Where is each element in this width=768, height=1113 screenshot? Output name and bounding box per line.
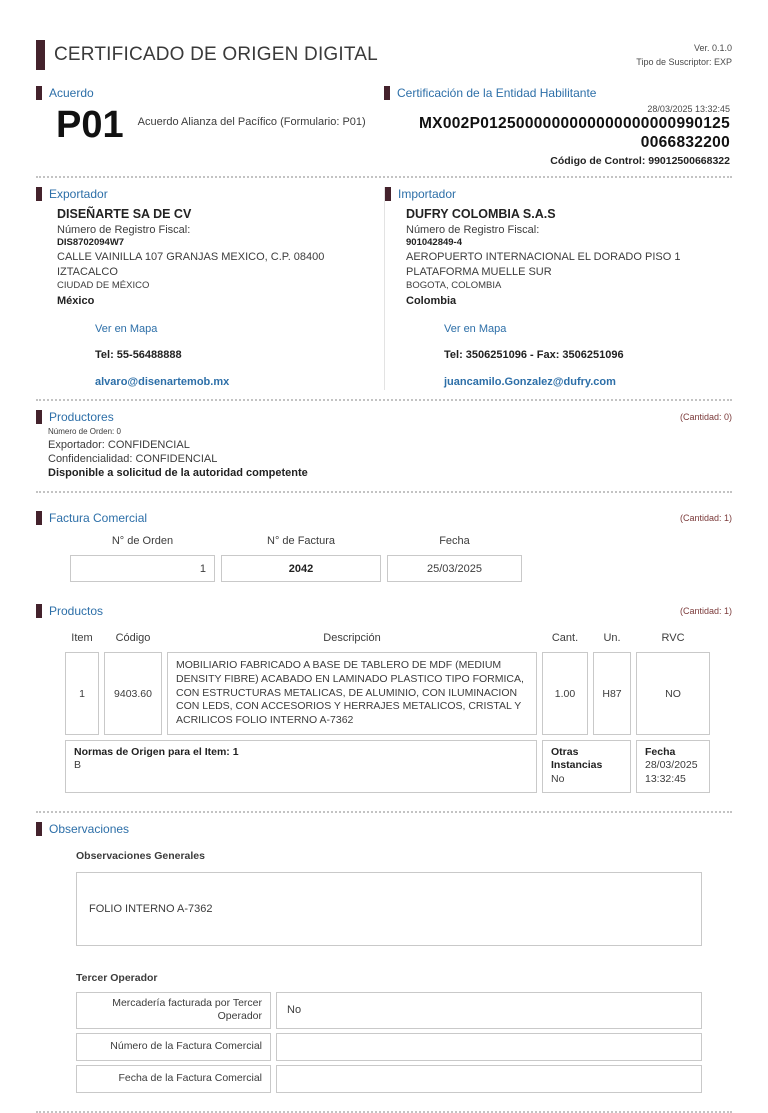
exportador-city: CIUDAD DE MÉXICO <box>57 279 150 291</box>
normas-origen-label: Normas de Origen para el Item: 1 <box>74 745 239 758</box>
productos-header-codigo: Código <box>115 632 151 645</box>
exportador-country: México <box>57 294 95 307</box>
tercer-row-numero-value <box>276 1033 702 1061</box>
tercer-row-fecha-label: Fecha de la Factura Comercial <box>76 1065 271 1093</box>
exportador-phone: Tel: 55-56488888 <box>95 349 182 362</box>
productos-section <box>36 604 732 792</box>
producto-descripcion-cell: MOBILIARIO FABRICADO A BASE DE TABLERO DE MDF (MEDIUM DENSITY FIBRE) ACABADO EN LAMINADO PLASTICO TIPO FORMICA, CON ESTRUCTURAS METALICAS, DE ALUMINIO, CON ILUMINACION CON LEDS, CON ACCESORIOS Y HERRAJES METALICOS, CRISTAL Y ACRILICOS FOLIO INTERNO A-7362 <box>167 652 537 734</box>
acuerdo-section <box>36 86 384 167</box>
productores-count-badge: (Cantidad: 0) <box>679 412 732 423</box>
normas-row <box>65 740 710 793</box>
productores-disponible-line: Disponible a solicitud de la autoridad competente <box>48 467 308 480</box>
tercer-row-fecha-value <box>276 1065 702 1093</box>
normas-fecha-date: 28/03/2025 <box>645 759 698 772</box>
normas-origen-cell <box>65 740 537 793</box>
version-label: Ver. 0.1.0 <box>693 43 732 53</box>
producto-codigo-cell: 9403.60 <box>104 652 162 734</box>
productores-section-title: Productores <box>49 410 114 425</box>
tercer-row-mercaderia-label: Mercadería facturada por Tercer Operador <box>76 992 271 1029</box>
otras-instancias-label: Otras <box>551 745 579 758</box>
factura-header-numero: N° de Factura <box>267 535 335 548</box>
factura-section <box>36 511 732 582</box>
factura-row <box>70 555 732 582</box>
certification-timestamp: 28/03/2025 13:32:45 <box>647 104 730 114</box>
productos-header-item: Item <box>71 632 93 645</box>
exportador-email-link[interactable]: alvaro@disenartemob.mx <box>95 376 230 389</box>
factura-header-orden: N° de Orden <box>111 535 174 548</box>
productores-orden: Número de Orden: 0 <box>48 427 121 437</box>
observaciones-generales-box: FOLIO INTERNO A-7362 <box>76 872 702 946</box>
document-meta <box>636 40 732 69</box>
section-accent-bar <box>36 187 42 201</box>
section-accent-bar <box>36 86 42 100</box>
document-header <box>36 40 732 70</box>
importador-phone: Tel: 3506251096 - Fax: 3506251096 <box>444 349 624 362</box>
observaciones-section <box>36 822 732 1093</box>
productos-count-badge: (Cantidad: 1) <box>679 606 732 617</box>
importador-section <box>384 187 732 390</box>
otras-instancias-label2: Instancias <box>551 759 603 772</box>
factura-table <box>70 535 732 582</box>
exportador-section-title: Exportador <box>49 186 108 201</box>
productos-header-descripcion: Descripción <box>323 632 381 645</box>
factura-numero-cell: 2042 <box>221 555 381 582</box>
productos-header-rvc: RVC <box>661 632 685 645</box>
dotted-separator <box>36 811 732 813</box>
factura-orden-cell: 1 <box>70 555 215 582</box>
certificate-code-line1: MX002P0125000000000000000000990125 <box>418 115 730 132</box>
parties-row <box>36 187 732 390</box>
productos-section-title: Productos <box>49 604 104 619</box>
importador-city: BOGOTA, COLOMBIA <box>406 279 502 291</box>
table-row <box>76 1033 702 1061</box>
section-accent-bar <box>36 822 42 836</box>
acuerdo-code: P01 <box>56 104 124 146</box>
exportador-fiscal-number: DIS8702094W7 <box>57 237 125 249</box>
factura-fecha-cell: 25/03/2025 <box>387 555 522 582</box>
certificacion-section-title: Certificación de la Entidad Habilitante <box>397 86 597 100</box>
acuerdo-section-title: Acuerdo <box>49 86 94 100</box>
exportador-fiscal-label: Número de Registro Fiscal: <box>57 223 191 236</box>
normas-fecha-label: Fecha <box>645 745 676 758</box>
section-accent-bar <box>384 86 390 100</box>
normas-origen-value: B <box>74 759 82 772</box>
tercer-row-mercaderia-value: No <box>276 992 702 1029</box>
producto-cant-cell: 1.00 <box>542 652 588 734</box>
subscriber-type-label: Tipo de Suscriptor: EXP <box>636 56 732 67</box>
factura-header-fecha: Fecha <box>439 535 470 548</box>
productos-header-cant: Cant. <box>551 632 579 645</box>
section-accent-bar <box>385 187 391 201</box>
productos-table <box>65 626 710 792</box>
dotted-separator <box>36 399 732 401</box>
importador-fiscal-label: Número de Registro Fiscal: <box>406 223 540 236</box>
certificate-code-line2: 0066832200 <box>640 134 730 152</box>
dotted-separator <box>36 176 732 178</box>
exportador-address: CALLE VAINILLA 107 GRANJAS MEXICO, C.P. 08400 IZTACALCO <box>57 251 325 279</box>
productores-section <box>36 410 732 482</box>
tercer-row-numero-label: Número de la Factura Comercial <box>76 1033 271 1061</box>
tercer-operador-table <box>76 992 702 1093</box>
section-accent-bar <box>36 604 42 618</box>
productores-exportador-line: Exportador: CONFIDENCIAL <box>48 438 190 451</box>
importador-address: AEROPUERTO INTERNACIONAL EL DORADO PISO 1 PLATAFORMA MUELLE SUR <box>406 251 681 279</box>
control-code: Código de Control: 99012500668322 <box>550 154 730 167</box>
importador-map-link[interactable]: Ver en Mapa <box>444 322 507 335</box>
productores-confidencialidad-line: Confidencialidad: CONFIDENCIAL <box>48 452 218 465</box>
observaciones-generales-label: Observaciones Generales <box>76 849 205 862</box>
section-accent-bar <box>36 410 42 424</box>
page-title: CERTIFICADO DE ORIGEN DIGITAL <box>54 44 378 65</box>
otras-instancias-cell <box>542 740 631 793</box>
exportador-section <box>36 187 384 390</box>
observaciones-section-title: Observaciones <box>49 821 130 836</box>
importador-name: DUFRY COLOMBIA S.A.S <box>406 206 556 221</box>
section-accent-bar <box>36 511 42 525</box>
exportador-name: DISEÑARTE SA DE CV <box>57 206 192 221</box>
acuerdo-description: Acuerdo Alianza del Pacífico (Formulario: P01) <box>137 116 366 128</box>
producto-item-cell: 1 <box>65 652 99 734</box>
table-row <box>76 1065 702 1093</box>
producto-un-cell: H87 <box>593 652 631 734</box>
title-accent-bar <box>36 40 45 70</box>
exportador-map-link[interactable]: Ver en Mapa <box>95 322 158 335</box>
producto-rvc-cell: NO <box>636 652 710 734</box>
factura-section-title: Factura Comercial <box>49 511 148 526</box>
otras-instancias-value: No <box>551 772 565 785</box>
importador-section-title: Importador <box>398 186 457 201</box>
productos-header-un: Un. <box>603 632 621 645</box>
normas-fecha-time: 13:32:45 <box>645 772 686 785</box>
importador-fiscal-number: 901042849-4 <box>406 237 462 249</box>
acuerdo-certificacion-row <box>36 86 732 167</box>
importador-email-link[interactable]: juancamilo.Gonzalez@dufry.com <box>444 376 616 389</box>
dotted-separator <box>36 491 732 493</box>
table-row <box>76 992 702 1029</box>
producto-row <box>65 652 710 734</box>
normas-fecha-cell <box>636 740 710 793</box>
importador-country: Colombia <box>406 294 457 307</box>
factura-count-badge: (Cantidad: 1) <box>679 513 732 524</box>
tercer-operador-label: Tercer Operador <box>76 971 158 984</box>
certificacion-section <box>384 86 732 167</box>
